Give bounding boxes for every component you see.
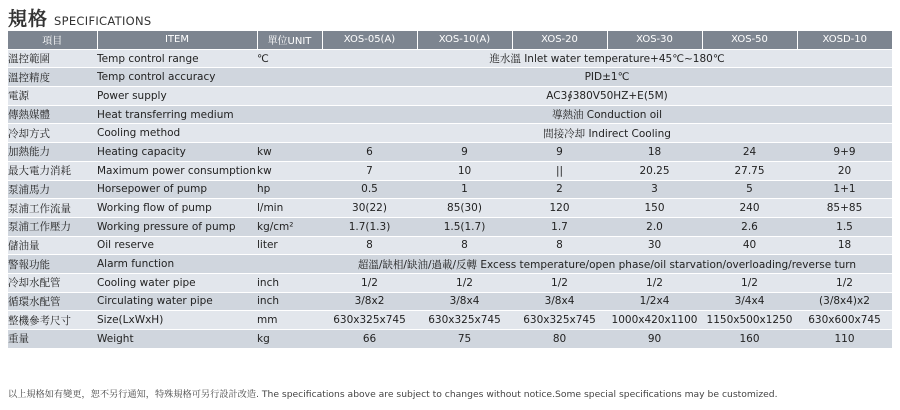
- item-en: Temp control range: [97, 49, 257, 68]
- spanned-value: 導熱油 Conduction oil: [322, 105, 892, 124]
- spanned-value: 間接冷却 Indirect Cooling: [322, 124, 892, 143]
- header-cell: ITEM: [97, 31, 257, 49]
- table-row: [8, 273, 892, 292]
- item-en: Weight: [97, 330, 257, 348]
- item-zh: 電源: [8, 87, 97, 106]
- value-cell: 1/2x4: [607, 292, 702, 311]
- item-en: Power supply: [97, 87, 257, 106]
- value-cell: 160: [702, 330, 797, 348]
- value-cell: 85+85: [797, 199, 892, 218]
- value-cell: 3/8x4: [512, 292, 607, 311]
- item-en: Maximum power consumption: [97, 161, 257, 180]
- value-cell: 90: [607, 330, 702, 348]
- value-cell: 630x325x745: [322, 311, 417, 330]
- value-cell: 2.6: [702, 217, 797, 236]
- value-cell: 30: [607, 236, 702, 255]
- item-en: Cooling water pipe: [97, 273, 257, 292]
- unit-cell: kw: [257, 161, 322, 180]
- table-row: [8, 161, 892, 180]
- unit-cell: kw: [257, 143, 322, 162]
- value-cell: 120: [512, 199, 607, 218]
- item-en: Temp control accuracy: [97, 68, 257, 87]
- item-zh: 泵浦工作流量: [8, 199, 97, 218]
- value-cell: 9: [417, 143, 512, 162]
- item-en: Heating capacity: [97, 143, 257, 162]
- table-header-row: [8, 31, 892, 49]
- item-zh: 加熱能力: [8, 143, 97, 162]
- value-cell: 9+9: [797, 143, 892, 162]
- unit-cell: kg: [257, 330, 322, 348]
- value-cell: 1.5(1.7): [417, 217, 512, 236]
- item-en: Horsepower of pump: [97, 180, 257, 199]
- value-cell: 1150x500x1250: [702, 311, 797, 330]
- value-cell: 30(22): [322, 199, 417, 218]
- value-cell: 2.0: [607, 217, 702, 236]
- item-zh: 泵浦工作壓力: [8, 217, 97, 236]
- value-cell: 8: [417, 236, 512, 255]
- unit-cell: [257, 124, 322, 143]
- item-en: Working flow of pump: [97, 199, 257, 218]
- value-cell: 2: [512, 180, 607, 199]
- table-row: [8, 180, 892, 199]
- value-cell: (3/8x4)x2: [797, 292, 892, 311]
- value-cell: 110: [797, 330, 892, 348]
- unit-cell: inch: [257, 273, 322, 292]
- value-cell: 240: [702, 199, 797, 218]
- item-zh: 整機參考尺寸: [8, 311, 97, 330]
- item-zh: 泵浦馬力: [8, 180, 97, 199]
- table-row: [8, 311, 892, 330]
- value-cell: 66: [322, 330, 417, 348]
- value-cell: 6: [322, 143, 417, 162]
- unit-cell: l/min: [257, 199, 322, 218]
- spec-table: [8, 31, 892, 348]
- value-cell: 1.5: [797, 217, 892, 236]
- item-zh: 儲油量: [8, 236, 97, 255]
- unit-cell: [257, 105, 322, 124]
- value-cell: 3/8x2: [322, 292, 417, 311]
- table-row: [8, 330, 892, 348]
- value-cell: 1/2: [512, 273, 607, 292]
- table-row: [8, 68, 892, 87]
- item-en: Heat transferring medium: [97, 105, 257, 124]
- header-cell: XOS-30: [607, 31, 702, 49]
- value-cell: 24: [702, 143, 797, 162]
- value-cell: 1/2: [702, 273, 797, 292]
- item-zh: 冷却水配管: [8, 273, 97, 292]
- value-cell: 18: [607, 143, 702, 162]
- spanned-value: 進水溫 Inlet water temperature+45℃~180℃: [322, 49, 892, 68]
- item-zh: 溫控精度: [8, 68, 97, 87]
- unit-cell: [257, 87, 322, 106]
- value-cell: 10: [417, 161, 512, 180]
- unit-cell: [257, 68, 322, 87]
- item-en: Working pressure of pump: [97, 217, 257, 236]
- footnote: 以上規格如有變更，恕不另行通知，特殊規格可另行設計改造. The specifications above are subject to changes without notice.Some special specifications may be customized.: [8, 389, 778, 400]
- table-row: [8, 49, 892, 68]
- table-row: [8, 255, 892, 274]
- header-cell: 項目: [8, 31, 97, 49]
- unit-cell: kg/cm²: [257, 217, 322, 236]
- item-en: Cooling method: [97, 124, 257, 143]
- value-cell: 8: [322, 236, 417, 255]
- value-cell: 3/8x4: [417, 292, 512, 311]
- unit-cell: inch: [257, 292, 322, 311]
- value-cell: 1: [417, 180, 512, 199]
- title-cjk: 規格: [8, 8, 49, 30]
- page-title: [8, 4, 152, 28]
- header-cell: XOS-10(A): [417, 31, 512, 49]
- item-en: Circulating water pipe: [97, 292, 257, 311]
- value-cell: 1/2: [797, 273, 892, 292]
- value-cell: 1/2: [417, 273, 512, 292]
- table-row: [8, 124, 892, 143]
- spanned-value: PID±1℃: [322, 68, 892, 87]
- value-cell: 1.7(1.3): [322, 217, 417, 236]
- table-row: [8, 105, 892, 124]
- item-en: Size(LxWxH): [97, 311, 257, 330]
- table-row: [8, 236, 892, 255]
- unit-cell: [257, 255, 322, 274]
- value-cell: 150: [607, 199, 702, 218]
- header-cell: XOS-20: [512, 31, 607, 49]
- value-cell: 7: [322, 161, 417, 180]
- table-row: [8, 217, 892, 236]
- value-cell: 3/4x4: [702, 292, 797, 311]
- value-cell: 1.7: [512, 217, 607, 236]
- table-row: [8, 292, 892, 311]
- value-cell: 8: [512, 236, 607, 255]
- unit-cell: hp: [257, 180, 322, 199]
- value-cell: 0.5: [322, 180, 417, 199]
- title-en: SPECIFICATIONS: [54, 14, 152, 28]
- value-cell: 80: [512, 330, 607, 348]
- value-cell: 20: [797, 161, 892, 180]
- table-row: [8, 199, 892, 218]
- header-cell: XOS-05(A): [322, 31, 417, 49]
- value-cell: 9: [512, 143, 607, 162]
- unit-cell: ℃: [257, 49, 322, 68]
- header-cell: 單位UNIT: [257, 31, 322, 49]
- item-zh: 循環水配管: [8, 292, 97, 311]
- value-cell: 75: [417, 330, 512, 348]
- value-cell: 1+1: [797, 180, 892, 199]
- value-cell: 40: [702, 236, 797, 255]
- item-zh: 重量: [8, 330, 97, 348]
- item-zh: 溫控範圍: [8, 49, 97, 68]
- item-en: Oil reserve: [97, 236, 257, 255]
- value-cell: ||: [512, 161, 607, 180]
- value-cell: 1/2: [322, 273, 417, 292]
- value-cell: 85(30): [417, 199, 512, 218]
- spanned-value: AC3∮380V50HZ+E(5M): [322, 87, 892, 106]
- header-cell: XOSD-10: [797, 31, 892, 49]
- table-row: [8, 143, 892, 162]
- item-zh: 傳熱媒體: [8, 105, 97, 124]
- value-cell: 630x600x745: [797, 311, 892, 330]
- value-cell: 630x325x745: [512, 311, 607, 330]
- value-cell: 5: [702, 180, 797, 199]
- value-cell: 20.25: [607, 161, 702, 180]
- unit-cell: liter: [257, 236, 322, 255]
- spanned-value: 超溫/缺相/缺油/過載/反轉 Excess temperature/open phase/oil starvation/overloading/reverse turn: [322, 255, 892, 274]
- value-cell: 3: [607, 180, 702, 199]
- item-en: Alarm function: [97, 255, 257, 274]
- value-cell: 27.75: [702, 161, 797, 180]
- header-cell: XOS-50: [702, 31, 797, 49]
- item-zh: 最大電力消耗: [8, 161, 97, 180]
- value-cell: 1/2: [607, 273, 702, 292]
- value-cell: 1000x420x1100: [607, 311, 702, 330]
- value-cell: 18: [797, 236, 892, 255]
- item-zh: 冷却方式: [8, 124, 97, 143]
- unit-cell: mm: [257, 311, 322, 330]
- value-cell: 630x325x745: [417, 311, 512, 330]
- item-zh: 警報功能: [8, 255, 97, 274]
- table-row: [8, 87, 892, 106]
